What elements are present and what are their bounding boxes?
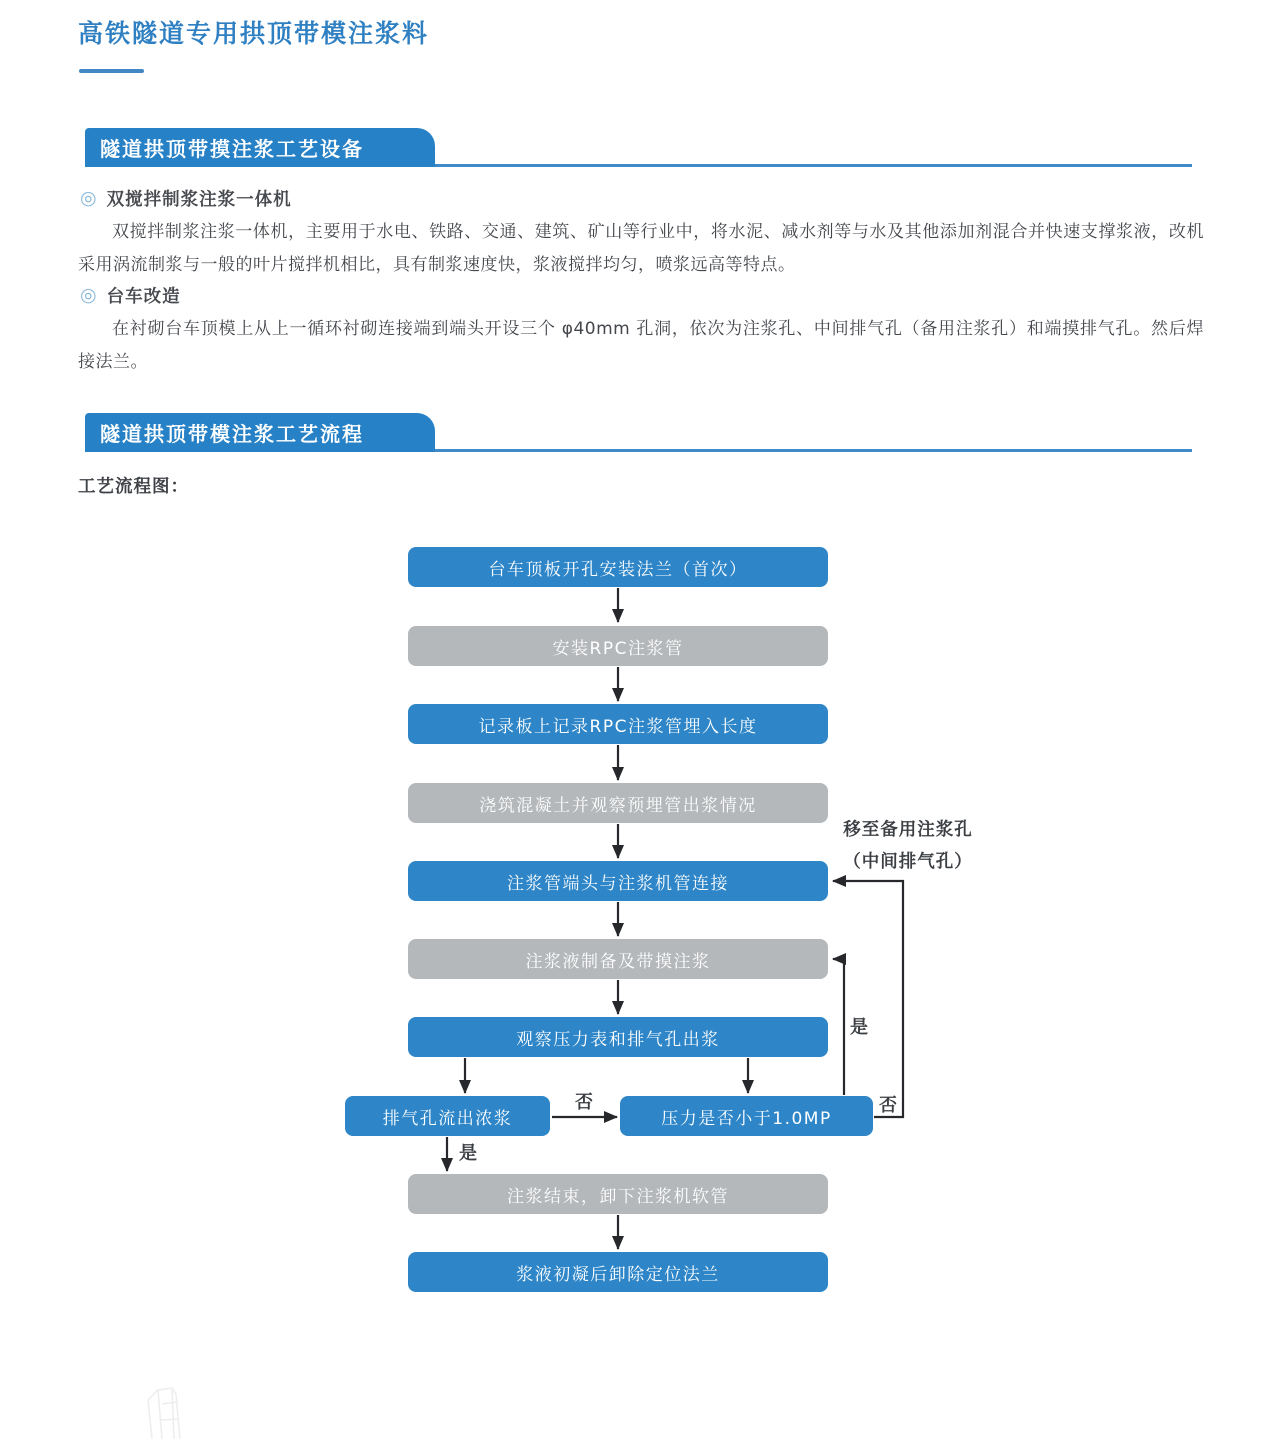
circle-ring-icon: ◎ bbox=[80, 187, 97, 209]
loop-annotation-line2: （中间排气孔） bbox=[843, 852, 973, 872]
section-header-band bbox=[85, 413, 435, 452]
flow-decision-pressure-below-1mp: 压力是否小于1.0MP bbox=[620, 1096, 873, 1136]
section-header-band bbox=[85, 128, 435, 167]
flow-step-pour-concrete-observe: 浇筑混凝土并观察预埋管出浆情况 bbox=[408, 783, 828, 823]
section-header-text: 隧道拱顶带模注浆工艺流程 bbox=[100, 422, 364, 446]
watermark-building-sketch bbox=[138, 1386, 208, 1439]
decision-label-yes-down: 是 bbox=[459, 1143, 477, 1164]
paragraph-mixer: 双搅拌制浆注浆一体机，主要用于水电、铁路、交通、建筑、矿山等行业中，将水泥、减水剂等与水及其他添加剂混合并快速支撑浆液，改机采用涡流制浆与一般的叶片搅拌机相比，具有制浆速度快，浆液搅拌均匀，喷浆远高等特点。 bbox=[78, 222, 1204, 275]
decision-label-yes-loop: 是 bbox=[850, 1017, 868, 1038]
section-header-equipment bbox=[85, 128, 1192, 167]
page-title: 高铁隧道专用拱顶带模注浆料 bbox=[78, 19, 430, 48]
process-flowchart bbox=[0, 540, 1280, 1340]
title-underline bbox=[79, 69, 144, 73]
bullet-heading: 台车改造 bbox=[106, 287, 181, 307]
loop-annotation-line1: 移至备用注浆孔 bbox=[843, 820, 973, 840]
flow-step-prepare-grout-inject: 注浆液制备及带摸注浆 bbox=[408, 939, 828, 979]
section-header-process bbox=[85, 413, 1192, 452]
flow-step-remove-locating-flange: 浆液初凝后卸除定位法兰 bbox=[408, 1252, 828, 1292]
flow-decision-vent-thick-grout: 排气孔流出浓浆 bbox=[345, 1096, 550, 1136]
section-header-text: 隧道拱顶带摸注浆工艺设备 bbox=[100, 137, 364, 161]
bullet-heading: 双搅拌制浆注浆一体机 bbox=[106, 190, 292, 210]
bullet-item-mixer bbox=[80, 186, 292, 211]
paragraph-trolley: 在衬砌台车顶模上从上一循环衬砌连接端到端头开设三个 φ40mm 孔洞，依次为注浆孔、中间排气孔（备用注浆孔）和端摸排气孔。然后焊接法兰。 bbox=[78, 319, 1204, 372]
flow-step-finish-remove-hose: 注浆结束，卸下注浆机软管 bbox=[408, 1174, 828, 1214]
decision-label-no-mid: 否 bbox=[575, 1092, 593, 1113]
flow-step-install-rpc-pipe: 安装RPC注浆管 bbox=[408, 626, 828, 666]
circle-ring-icon: ◎ bbox=[80, 284, 97, 306]
flow-step-drill-install-flange: 台车顶板开孔安装法兰（首次） bbox=[408, 547, 828, 587]
decision-label-no-loop: 否 bbox=[879, 1095, 897, 1116]
flow-diagram-label: 工艺流程图： bbox=[78, 477, 189, 497]
bullet-item-trolley bbox=[80, 283, 181, 308]
flow-step-observe-pressure-vent: 观察压力表和排气孔出浆 bbox=[408, 1017, 828, 1057]
flow-step-connect-grout-machine: 注浆管端头与注浆机管连接 bbox=[408, 861, 828, 901]
flow-step-record-embed-length: 记录板上记录RPC注浆管埋入长度 bbox=[408, 704, 828, 744]
